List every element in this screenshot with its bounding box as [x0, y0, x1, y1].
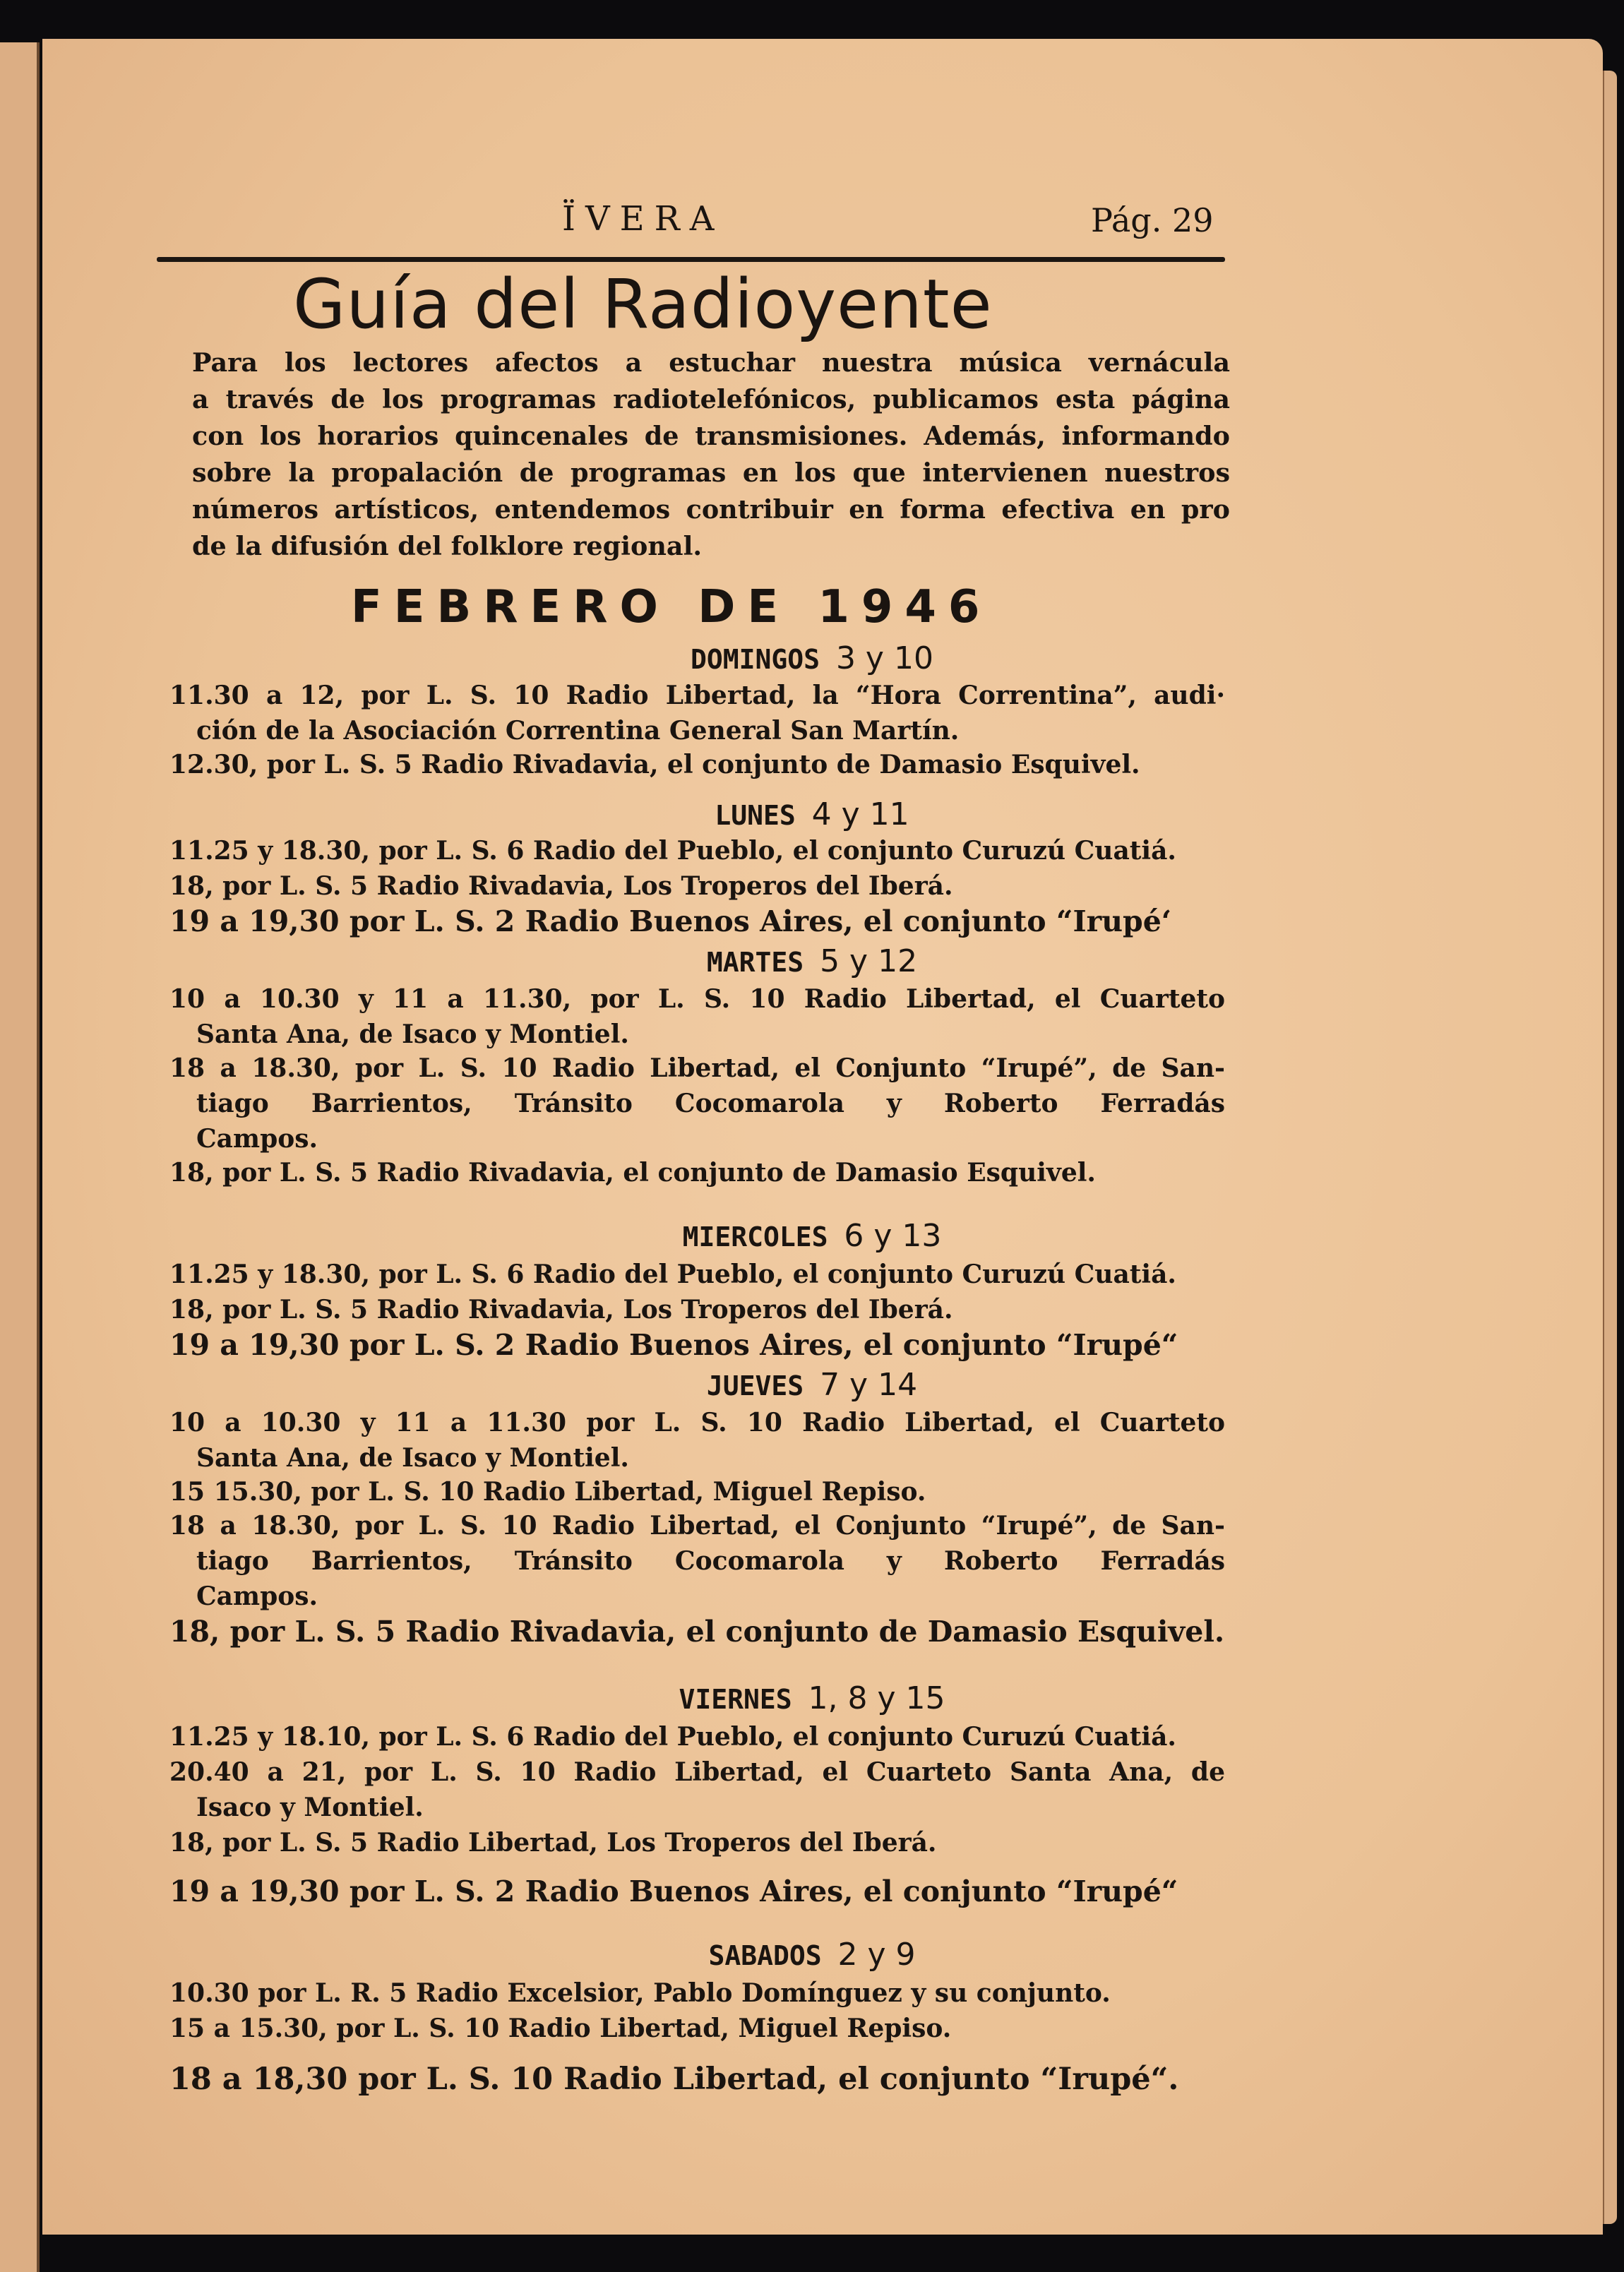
entry-line: Isaco y Montiel. — [196, 1793, 424, 1822]
entry-line: 15 a 15.30, por L. S. 10 Radio Libertad, Miguel Repiso. — [169, 2014, 952, 2043]
day-dates: 5 y 12 — [820, 943, 918, 979]
day-heading-miercoles — [0, 1218, 1624, 1254]
day-heading-lunes — [0, 796, 1624, 832]
schedule-entry — [169, 1327, 1225, 1363]
intro-paragraph — [192, 345, 1230, 565]
schedule-entry — [169, 1405, 1225, 1476]
entry-line: 10.30 por L. R. 5 Radio Excelsior, Pablo Domínguez y su conjunto. — [169, 1978, 1111, 2008]
entry-line: 18, por L. S. 5 Radio Rivadavia, el conjunto de Damasio Esquivel. — [169, 1158, 1096, 1188]
intro-line: de la difusión del folklore regional. — [192, 531, 703, 561]
entry-line: tiago Barrientos, Tránsito Cocomarola y Roberto Ferradás — [196, 1546, 1225, 1576]
schedule-entry — [169, 2062, 1225, 2097]
intro-line: con los horarios quincenales de transmisiones. Además, informando — [192, 421, 1230, 451]
schedule-entry — [169, 2011, 1225, 2046]
entry-line: 12.30, por L. S. 5 Radio Rivadavia, el conjunto de Damasio Esquivel. — [169, 750, 1140, 779]
schedule-entry — [169, 1051, 1225, 1156]
day-dates: 6 y 13 — [844, 1218, 942, 1254]
schedule-entry — [169, 833, 1225, 868]
header-rule — [157, 257, 1225, 262]
schedule-entry — [169, 1874, 1225, 1909]
entry-line: 18 a 18.30, por L. S. 10 Radio Libertad, el Conjunto “Irupé”, de San- — [169, 1053, 1225, 1083]
entry-line: Campos. — [196, 1124, 318, 1154]
schedule-entry — [169, 868, 1225, 904]
intro-line: Para los lectores afectos a estuchar nuestra música vernácula — [192, 347, 1230, 378]
entry-line: 19 a 19,30 por L. S. 2 Radio Buenos Aires, el conjunto “Irupé“ — [169, 1328, 1178, 1362]
day-heading-viernes — [0, 1680, 1624, 1716]
entry-line: 18 a 18.30, por L. S. 10 Radio Libertad, el Conjunto “Irupé”, de San- — [169, 1511, 1225, 1541]
schedule-entry — [169, 1975, 1225, 2011]
page-title: Guía del Radioyente — [293, 265, 993, 344]
day-label: MIERCOLES — [682, 1221, 828, 1252]
day-label: DOMINGOS — [691, 644, 820, 675]
entry-line: 11.30 a 12, por L. S. 10 Radio Libertad, la “Hora Correntina”, audi· — [169, 681, 1225, 710]
schedule-entry — [169, 1825, 1225, 1860]
day-label: SABADOS — [708, 1940, 822, 1971]
schedule-entry — [169, 1719, 1225, 1754]
day-dates: 3 y 10 — [835, 640, 933, 676]
month-heading: FEBRERO DE 1946 — [351, 581, 992, 633]
entry-line: 19 a 19,30 por L. S. 2 Radio Buenos Aires, el conjunto “Irupé‘ — [169, 904, 1172, 938]
intro-line: sobre la propalación de programas en los que intervienen nuestros — [192, 458, 1230, 488]
entry-line: 11.25 y 18.30, por L. S. 6 Radio del Pueblo, el conjunto Curuzú Cuatiá. — [169, 1260, 1176, 1289]
magazine-name: ÏVERA — [562, 199, 724, 239]
intro-line: a través de los programas radiotelefónicos, publicamos esta página — [192, 384, 1230, 414]
day-heading-jueves — [0, 1367, 1624, 1403]
entry-line: 10 a 10.30 y 11 a 11.30 por L. S. 10 Radio Libertad, el Cuarteto — [169, 1408, 1225, 1437]
schedule-entry — [169, 678, 1225, 748]
intro-line: números artísticos, entendemos contribuir en forma efectiva en pro — [192, 494, 1230, 525]
entry-line: 10 a 10.30 y 11 a 11.30, por L. S. 10 Radio Libertad, el Cuarteto — [169, 984, 1225, 1014]
entry-line: 11.25 y 18.10, por L. S. 6 Radio del Pueblo, el conjunto Curuzú Cuatiá. — [169, 1722, 1176, 1752]
entry-line: 18 a 18,30 por L. S. 10 Radio Libertad, el conjunto “Irupé“. — [169, 2062, 1179, 2097]
day-dates: 2 y 9 — [837, 1937, 916, 1973]
day-heading-martes — [0, 943, 1624, 979]
schedule-entry — [169, 981, 1225, 1052]
schedule-entry — [169, 1292, 1225, 1327]
schedule-entry — [169, 1754, 1225, 1825]
schedule-entry — [169, 1155, 1225, 1190]
entry-line: 18, por L. S. 5 Radio Libertad, Los Troperos del Iberá. — [169, 1828, 937, 1858]
schedule-entry — [169, 1508, 1225, 1614]
entry-line: 18, por L. S. 5 Radio Rivadavia, Los Troperos del Iberá. — [169, 871, 953, 901]
day-dates: 7 y 14 — [820, 1367, 918, 1403]
entry-line: tiago Barrientos, Tránsito Cocomarola y Roberto Ferradás — [196, 1089, 1225, 1118]
entry-line: 19 a 19,30 por L. S. 2 Radio Buenos Aires, el conjunto “Irupé“ — [169, 1875, 1178, 1908]
schedule-entry — [169, 1474, 1225, 1509]
entry-line: Santa Ana, de Isaco y Montiel. — [196, 1020, 629, 1049]
day-label: VIERNES — [679, 1684, 792, 1715]
schedule-entry — [169, 904, 1225, 939]
schedule-entry — [169, 747, 1225, 782]
day-label: JUEVES — [706, 1370, 804, 1401]
entry-line: ción de la Asociación Correntina General San Martín. — [196, 716, 960, 746]
schedule-entry — [169, 1614, 1225, 1649]
day-label: LUNES — [715, 800, 796, 831]
entry-line: 20.40 a 21, por L. S. 10 Radio Libertad, el Cuarteto Santa Ana, de — [169, 1757, 1225, 1787]
day-dates: 1, 8 y 15 — [808, 1680, 945, 1716]
entry-line: 15 15.30, por L. S. 10 Radio Libertad, Miguel Repiso. — [169, 1477, 926, 1507]
page-stack-edge — [1603, 71, 1617, 2224]
entry-line: Santa Ana, de Isaco y Montiel. — [196, 1443, 629, 1473]
entry-line: 18, por L. S. 5 Radio Rivadavia, Los Troperos del Iberá. — [169, 1295, 953, 1325]
day-heading-domingos — [0, 640, 1624, 676]
day-label: MARTES — [706, 947, 804, 978]
page-number: Pág. 29 — [1091, 201, 1214, 239]
day-dates: 4 y 11 — [811, 796, 909, 832]
entry-line: 11.25 y 18.30, por L. S. 6 Radio del Pueblo, el conjunto Curuzú Cuatiá. — [169, 836, 1176, 866]
entry-line: Campos. — [196, 1582, 318, 1611]
day-heading-sabados — [0, 1937, 1624, 1973]
entry-line: 18, por L. S. 5 Radio Rivadavia, el conjunto de Damasio Esquivel. — [169, 1615, 1225, 1649]
schedule-entry — [169, 1257, 1225, 1292]
